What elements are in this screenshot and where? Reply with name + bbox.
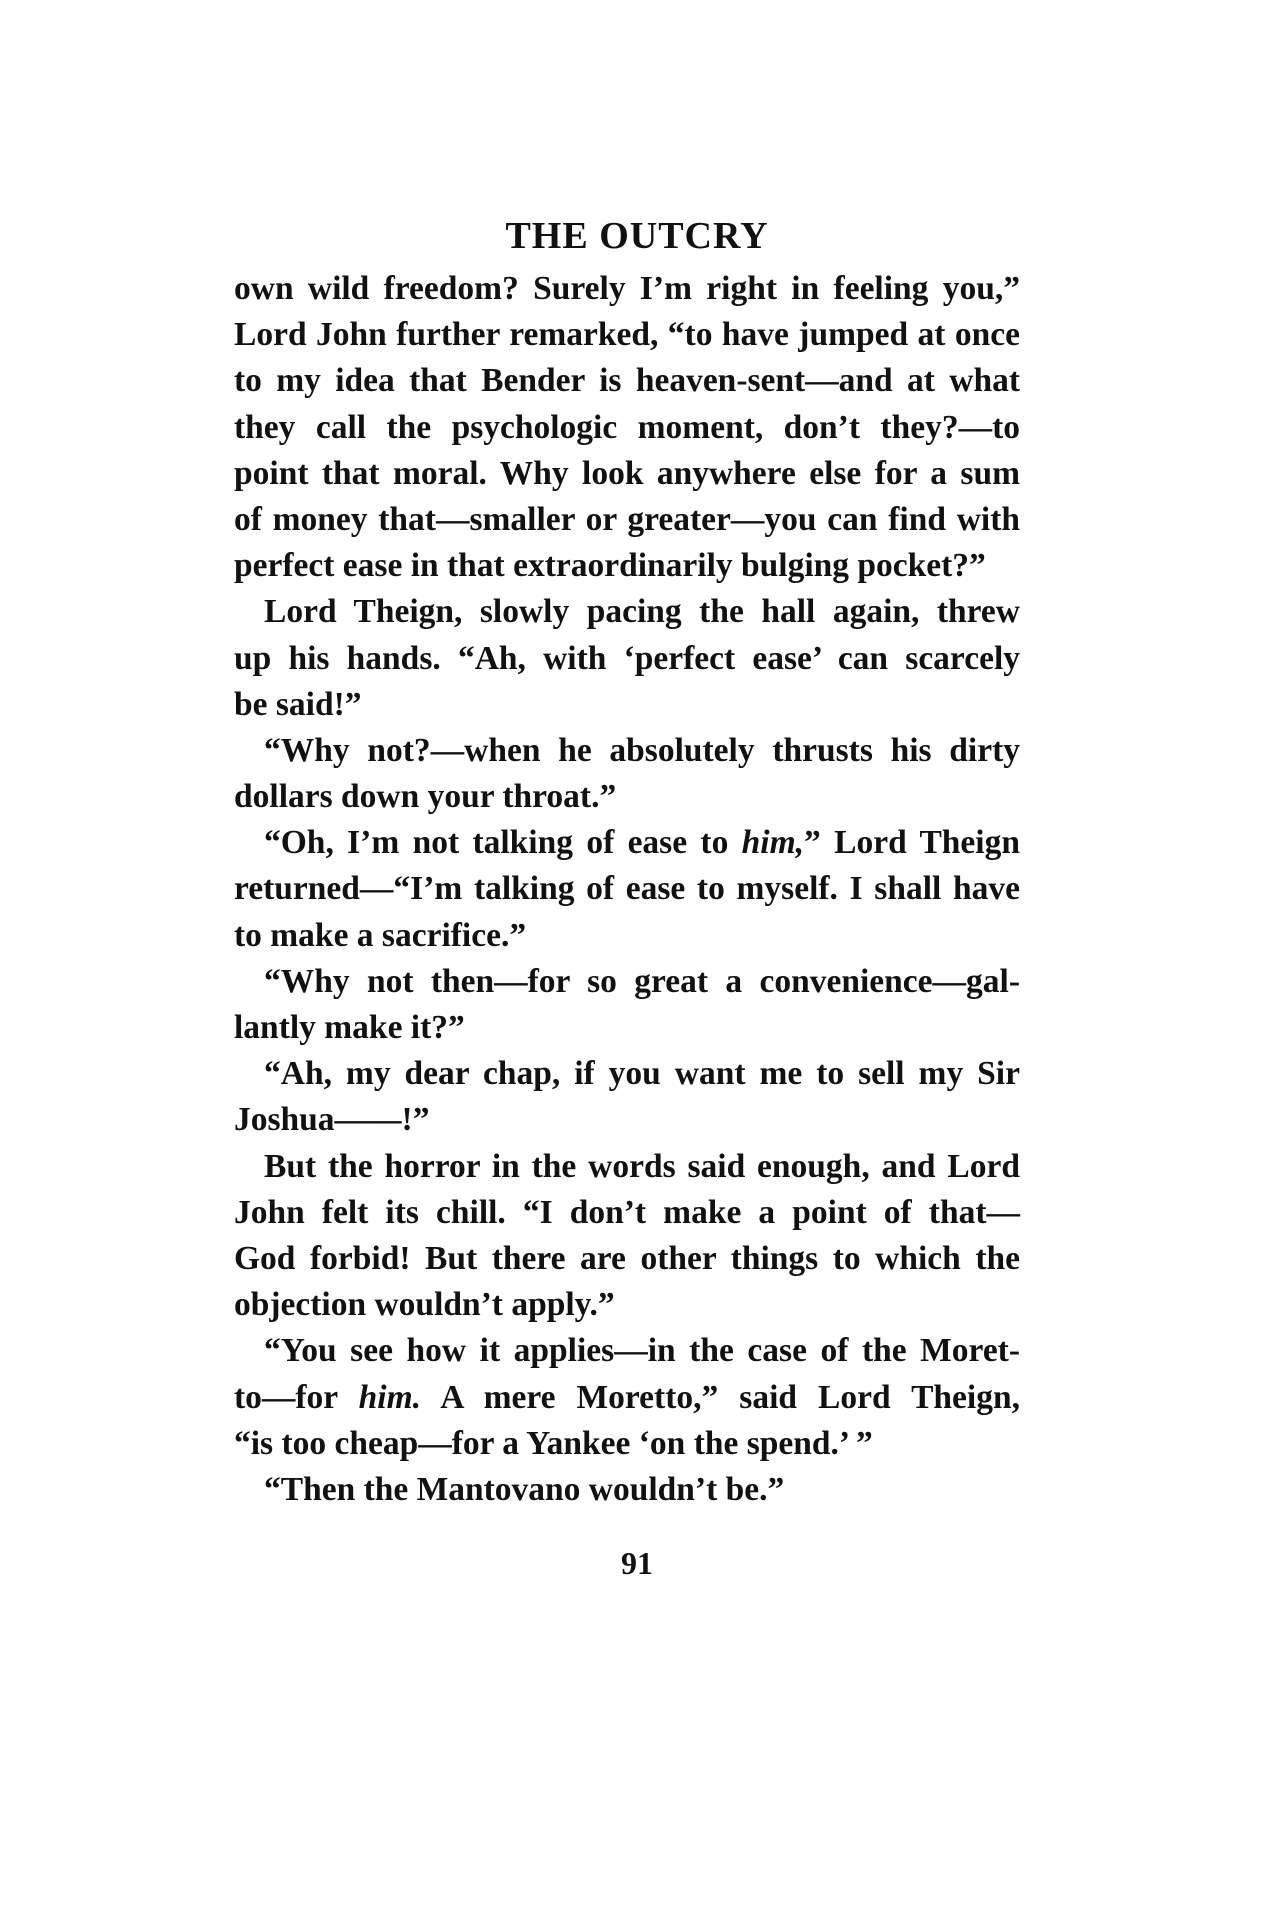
text-line bbox=[234, 636, 1020, 682]
italic-text: him, bbox=[741, 824, 805, 862]
text-segment: “Then the Mantovano wouldn’t be.” bbox=[264, 1470, 785, 1508]
text-segment: to my idea that Bender is heaven-sent—and at what bbox=[234, 362, 1020, 400]
text-line bbox=[234, 913, 1020, 959]
text-segment: dollars down your throat.” bbox=[234, 778, 617, 816]
text-line bbox=[234, 1005, 1020, 1051]
text-segment: “Why not then—for so great a convenience—gal- bbox=[264, 962, 1020, 1000]
running-title: THE OUTCRY bbox=[505, 215, 769, 257]
text-line bbox=[234, 312, 1020, 358]
text-line bbox=[234, 820, 1020, 866]
text-line bbox=[234, 451, 1020, 497]
text-line bbox=[234, 1328, 1020, 1374]
text-line bbox=[234, 1282, 1020, 1328]
text-segment: to—for bbox=[234, 1378, 359, 1416]
text-line bbox=[234, 774, 1020, 820]
text-segment: be said!” bbox=[234, 685, 362, 723]
text-segment: “You see how it applies—in the case of the Moret- bbox=[264, 1332, 1020, 1370]
text-line bbox=[234, 358, 1020, 404]
text-segment: they call the psychologic moment, don’t they?—to bbox=[234, 408, 1020, 446]
text-segment: “Oh, I’m not talking of ease to bbox=[264, 824, 742, 862]
text-line bbox=[234, 497, 1020, 543]
text-segment: But the horror in the words said enough, and Lord bbox=[264, 1147, 1020, 1185]
body-text bbox=[234, 266, 1020, 1513]
text-segment: “Why not?—when he absolutely thrusts his dirty bbox=[264, 731, 1020, 769]
text-segment: objection wouldn’t apply.” bbox=[234, 1286, 615, 1324]
text-line bbox=[234, 543, 1020, 589]
text-segment: John felt its chill. “I don’t make a point of that— bbox=[234, 1193, 1020, 1231]
text-segment: Lord Theign, slowly pacing the hall again, threw bbox=[264, 593, 1020, 631]
text-segment: Joshua——!” bbox=[234, 1101, 430, 1139]
text-line bbox=[234, 1421, 1020, 1467]
text-line bbox=[234, 866, 1020, 912]
text-line bbox=[234, 1097, 1020, 1143]
page-number: 91 bbox=[621, 1545, 653, 1581]
text-segment: ” Lord Theign bbox=[804, 824, 1020, 862]
text-line bbox=[234, 959, 1020, 1005]
text-segment: up his hands. “Ah, with ‘perfect ease’ can scarcely bbox=[234, 639, 1020, 677]
text-line bbox=[234, 266, 1020, 312]
text-line bbox=[234, 1144, 1020, 1190]
italic-text: him. bbox=[358, 1378, 421, 1416]
text-segment: own wild freedom? Surely I’m right in feeling you,” bbox=[234, 270, 1020, 307]
text-segment: point that moral. Why look anywhere else for a sum bbox=[234, 454, 1020, 492]
text-segment: of money that—smaller or greater—you can find with bbox=[234, 500, 1020, 538]
text-line bbox=[234, 1190, 1020, 1236]
text-line bbox=[234, 589, 1020, 635]
text-segment: A mere Moretto,” said Lord Theign, bbox=[421, 1378, 1020, 1416]
text-line bbox=[234, 682, 1020, 728]
text-line bbox=[234, 405, 1020, 451]
text-line bbox=[234, 1051, 1020, 1097]
text-segment: to make a sacrifice.” bbox=[234, 916, 527, 954]
text-line bbox=[234, 1467, 1020, 1513]
text-segment: God forbid! But there are other things to which the bbox=[234, 1239, 1020, 1277]
text-segment: returned—“I’m talking of ease to myself. I shall have bbox=[234, 870, 1020, 908]
text-segment: lantly make it?” bbox=[234, 1009, 465, 1046]
text-segment: Lord John further remarked, “to have jumped at once bbox=[234, 316, 1020, 354]
text-segment: “Ah, my dear chap, if you want me to sell my Sir bbox=[264, 1055, 1020, 1093]
text-line bbox=[234, 1236, 1020, 1282]
text-segment: “is too cheap—for a Yankee ‘on the spend.’ ” bbox=[234, 1424, 873, 1462]
text-segment: perfect ease in that extraordinarily bulging pocket?” bbox=[234, 547, 986, 585]
text-line bbox=[234, 1375, 1020, 1421]
text-line bbox=[234, 728, 1020, 774]
